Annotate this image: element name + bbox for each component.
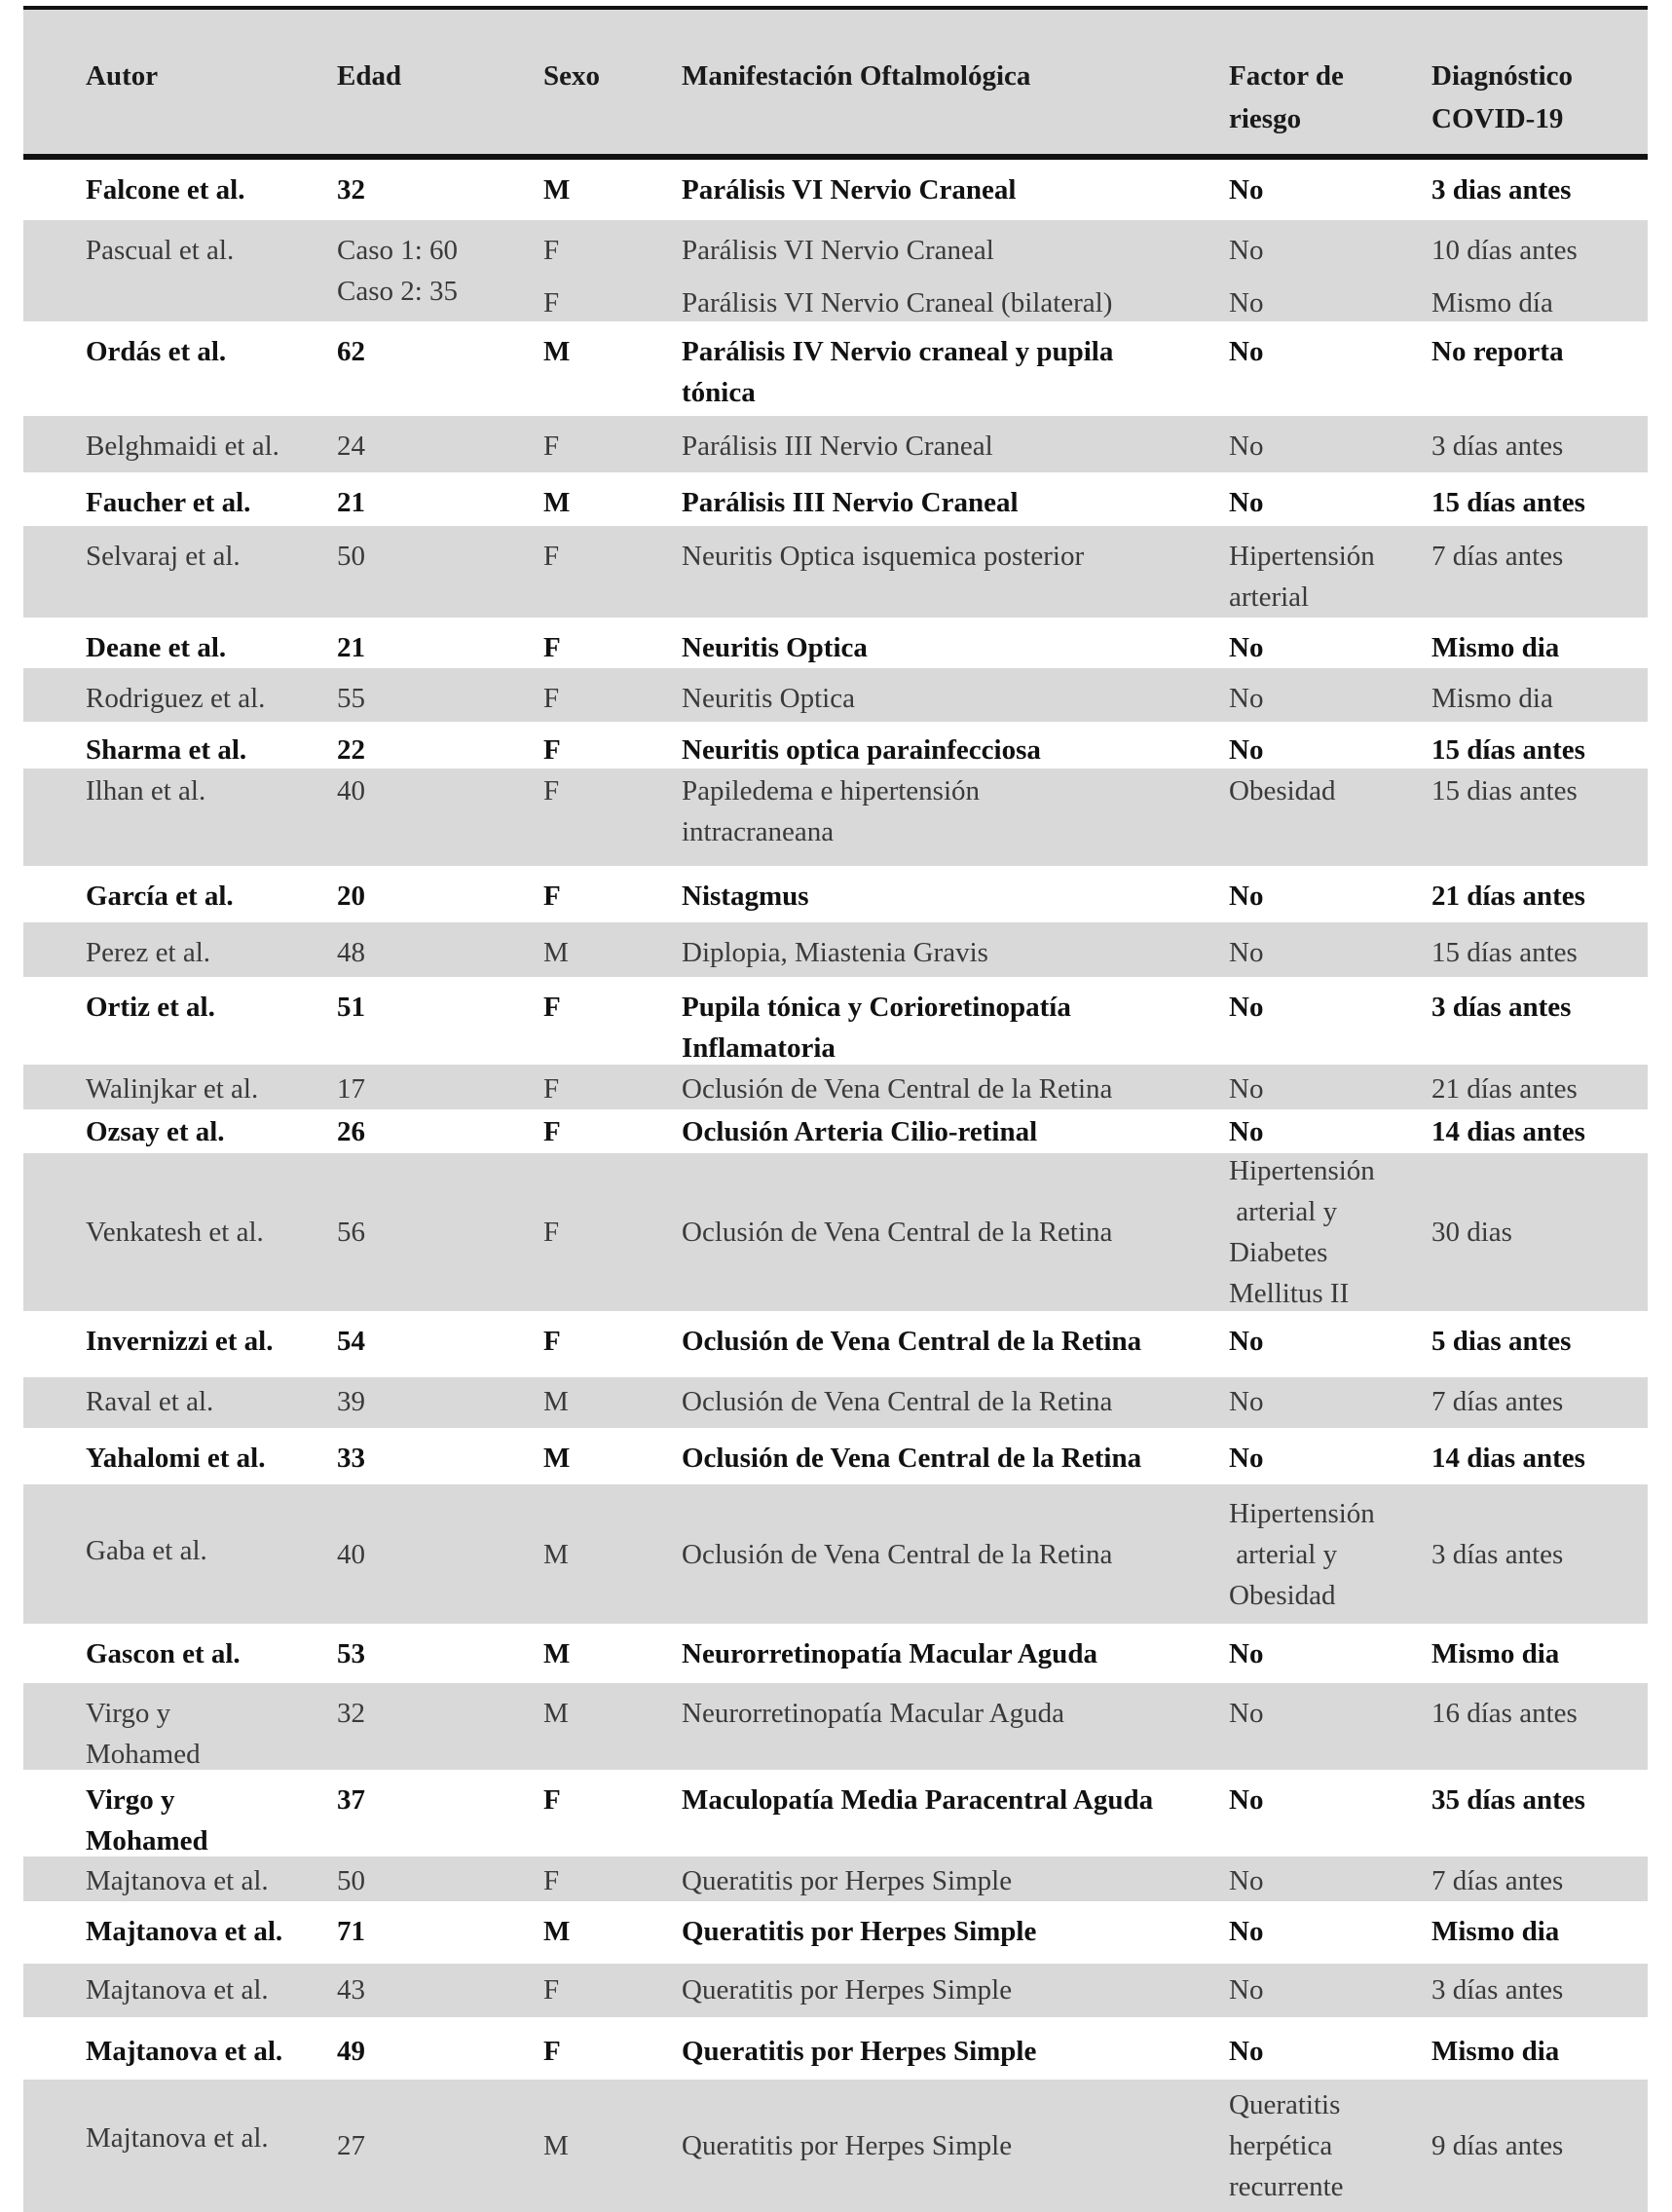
table-row (23, 1770, 1648, 1856)
cell-edad: 22 (337, 734, 365, 766)
table-row (23, 866, 1648, 922)
cell-diagnostico: Mismo dia (1431, 1638, 1560, 1669)
cell-sexo: F (543, 541, 560, 572)
table-row (23, 922, 1648, 977)
cell-diagnostico: 3 días antes (1431, 1538, 1564, 1570)
cell-factor: No (1229, 1638, 1264, 1669)
cell-diagnostico: 30 dias (1431, 1217, 1512, 1248)
cell-edad: 50 (337, 1865, 365, 1896)
cell-manifestacion: Diplopia, Miastenia Gravis (682, 937, 988, 968)
cell-edad: 26 (337, 1116, 365, 1147)
cell-factor: No No (1229, 235, 1264, 319)
cell-diagnostico: Mismo dia (1431, 1916, 1560, 1947)
cell-factor: No (1229, 2036, 1264, 2067)
cell-manifestacion: Queratitis por Herpes Simple (682, 1865, 1013, 1896)
cell-sexo: M (543, 174, 571, 206)
header-edad: Edad (337, 60, 402, 92)
cell-factor: No (1229, 1326, 1264, 1357)
cell-factor: No (1229, 683, 1264, 714)
cell-sexo: F (543, 1217, 560, 1248)
cell-autor: García et al. (86, 881, 234, 912)
cell-manifestacion: Oclusión de Vena Central de la Retina (682, 1443, 1142, 1474)
cell-diagnostico: Mismo dia (1431, 632, 1560, 663)
cell-autor: Deane et al. (86, 632, 227, 663)
table-row (23, 722, 1648, 769)
cell-edad: 24 (337, 431, 365, 462)
cell-sexo: M (543, 1538, 569, 1570)
cell-diagnostico: 7 días antes (1431, 1386, 1564, 1417)
cell-edad: 40 (337, 775, 365, 806)
cell-sexo: F (543, 431, 560, 462)
cell-sexo: M (543, 1698, 569, 1729)
cell-factor: No (1229, 431, 1264, 462)
cell-autor: Gaba et al. (86, 1534, 207, 1566)
cell-sexo: F (543, 992, 561, 1023)
cell-sexo: F (543, 881, 561, 912)
table-row (23, 1065, 1648, 1109)
header-sexo: Sexo (543, 60, 600, 92)
cell-manifestacion: Oclusión Arteria Cilio-retinal (682, 1116, 1038, 1147)
cell-manifestacion: Parálisis IV Nervio craneal y pupila tónica (682, 336, 1114, 408)
table-row (23, 1484, 1648, 1624)
cell-sexo: F (543, 734, 561, 766)
cell-edad: 54 (337, 1326, 365, 1357)
cell-factor: Obesidad (1229, 775, 1336, 806)
cell-edad: 49 (337, 2036, 365, 2067)
cell-autor: Belghmaidi et al. (86, 431, 279, 462)
table-row (23, 321, 1648, 416)
cell-autor: Sharma et al. (86, 734, 247, 766)
cell-diagnostico: 3 días antes (1431, 992, 1572, 1023)
cell-diagnostico: 21 días antes (1431, 1073, 1578, 1105)
cell-manifestacion: Parálisis III Nervio Craneal (682, 431, 993, 462)
cell-autor: Pascual et al. (86, 235, 235, 266)
cell-diagnostico: 10 días antes Mismo día (1431, 235, 1578, 319)
cell-autor: Rodriguez et al. (86, 683, 266, 714)
header-diagnostico: Diagnóstico COVID-19 (1431, 60, 1573, 134)
cell-diagnostico: 15 dias antes (1431, 775, 1578, 806)
cell-autor: Raval et al. (86, 1386, 214, 1417)
cell-manifestacion: Parálisis VI Nervio Craneal (682, 174, 1017, 206)
cell-sexo: F (543, 683, 560, 714)
cell-autor: Ordás et al. (86, 336, 227, 367)
cell-edad: 21 (337, 487, 365, 518)
cell-autor: Falcone et al. (86, 174, 245, 206)
cell-autor: Venkatesh et al. (86, 1217, 264, 1248)
cell-diagnostico: 3 días antes (1431, 431, 1564, 462)
cell-sexo: M (543, 336, 571, 367)
cell-edad: Caso 1: 60 Caso 2: 35 (337, 235, 459, 307)
cell-diagnostico: 14 dias antes (1431, 1443, 1585, 1474)
cell-autor: Selvaraj et al. (86, 541, 241, 572)
cell-sexo: F (543, 1326, 561, 1357)
cell-factor: No (1229, 174, 1264, 206)
cell-diagnostico: Mismo dia (1431, 2036, 1560, 2067)
cell-sexo: M (543, 1916, 571, 1947)
cell-diagnostico: 14 dias antes (1431, 1116, 1585, 1147)
cell-sexo: M (543, 1638, 571, 1669)
table-row (23, 1311, 1648, 1377)
cell-factor: No (1229, 1386, 1264, 1417)
cell-diagnostico: No reporta (1431, 336, 1564, 367)
cell-factor: No (1229, 1974, 1264, 2006)
cell-autor: Faucher et al. (86, 487, 251, 518)
cell-diagnostico: 16 días antes (1431, 1698, 1578, 1729)
cell-edad: 50 (337, 541, 365, 572)
cell-edad: 71 (337, 1916, 365, 1947)
cell-sexo: F (543, 1784, 561, 1816)
cell-sexo: F (543, 1073, 560, 1105)
cell-manifestacion: Oclusión de Vena Central de la Retina (682, 1217, 1113, 1248)
cell-sexo: M (543, 487, 571, 518)
cell-factor: No (1229, 632, 1264, 663)
cell-edad: 55 (337, 683, 365, 714)
cell-manifestacion: Pupila tónica y Corioretinopatía Inflamatoria (682, 992, 1071, 1064)
table-row (23, 769, 1648, 866)
cell-sexo: F (543, 775, 560, 806)
cell-edad: 43 (337, 1974, 365, 2006)
table-row (23, 526, 1648, 618)
cell-diagnostico: 7 días antes (1431, 541, 1564, 572)
header-autor: Autor (86, 60, 159, 92)
cell-diagnostico: 9 días antes (1431, 2130, 1564, 2161)
cell-manifestacion: Neuritis Optica (682, 632, 868, 663)
cell-manifestacion: Oclusión de Vena Central de la Retina (682, 1538, 1113, 1570)
header-factor: Factor de riesgo (1229, 60, 1344, 134)
cell-factor: No (1229, 1073, 1264, 1105)
table-row (23, 1683, 1648, 1770)
cell-edad: 20 (337, 881, 365, 912)
cell-factor: No (1229, 1916, 1264, 1947)
cell-factor: No (1229, 992, 1264, 1023)
cell-manifestacion: Oclusión de Vena Central de la Retina (682, 1073, 1113, 1105)
cell-manifestacion: Queratitis por Herpes Simple (682, 1916, 1037, 1947)
cell-manifestacion: Queratitis por Herpes Simple (682, 1974, 1013, 2006)
cell-edad: 33 (337, 1443, 365, 1474)
cell-autor: Yahalomi et al. (86, 1443, 266, 1474)
cell-manifestacion: Maculopatía Media Paracentral Aguda (682, 1784, 1154, 1816)
cell-autor: Virgo y Mohamed (86, 1784, 208, 1856)
table-row (23, 1964, 1648, 2017)
cell-factor: No (1229, 1443, 1264, 1474)
cell-edad: 32 (337, 174, 365, 206)
cell-factor: No (1229, 1784, 1264, 1816)
cell-autor: Ilhan et al. (86, 775, 206, 806)
table-row (23, 220, 1648, 321)
table-row (23, 1153, 1648, 1311)
cell-diagnostico: Mismo dia (1431, 683, 1553, 714)
cell-diagnostico: 3 días antes (1431, 1974, 1564, 2006)
cell-edad: 56 (337, 1217, 365, 1248)
cell-edad: 39 (337, 1386, 365, 1417)
cell-manifestacion: Oclusión de Vena Central de la Retina (682, 1326, 1142, 1357)
cell-edad: 53 (337, 1638, 365, 1669)
cell-edad: 32 (337, 1698, 365, 1729)
cell-manifestacion: Oclusión de Vena Central de la Retina (682, 1386, 1113, 1417)
cell-diagnostico: 21 días antes (1431, 881, 1585, 912)
cell-factor: No (1229, 336, 1264, 367)
cell-sexo: F (543, 2036, 561, 2067)
cell-sexo: F (543, 1865, 560, 1896)
table-row (23, 1624, 1648, 1683)
table-row (23, 1901, 1648, 1964)
table-row (23, 2017, 1648, 2080)
table-row (23, 668, 1648, 722)
cell-manifestacion: Parálisis VI Nervio Craneal Parálisis VI Nervio Craneal (bilateral) (682, 235, 1113, 319)
case-table (23, 6, 1648, 2212)
cell-edad: 62 (337, 336, 365, 367)
cell-manifestacion: Papiledema e hipertensión intracraneana (682, 775, 981, 847)
cell-sexo: M (543, 937, 569, 968)
cell-manifestacion: Neuritis Optica (682, 683, 855, 714)
cell-manifestacion: Queratitis por Herpes Simple (682, 2036, 1037, 2067)
cell-manifestacion: Queratitis por Herpes Simple (682, 2130, 1013, 2161)
cell-sexo: F F (543, 235, 560, 319)
cell-diagnostico: 7 días antes (1431, 1865, 1564, 1896)
cell-edad: 27 (337, 2130, 365, 2161)
cell-autor: Majtanova et al. (86, 1916, 283, 1947)
cell-edad: 37 (337, 1784, 365, 1816)
cell-manifestacion: Parálisis III Nervio Craneal (682, 487, 1019, 518)
table-row (23, 977, 1648, 1065)
cell-diagnostico: 35 días antes (1431, 1784, 1585, 1816)
cell-manifestacion: Neurorretinopatía Macular Aguda (682, 1698, 1064, 1729)
cell-factor: No (1229, 1865, 1264, 1896)
cell-diagnostico: 15 días antes (1431, 487, 1585, 518)
cell-diagnostico: 15 días antes (1431, 937, 1578, 968)
cell-sexo: M (543, 1386, 569, 1417)
cell-diagnostico: 3 dias antes (1431, 174, 1572, 206)
cell-factor: No (1229, 487, 1264, 518)
cell-factor: Hipertensión arterial y Diabetes Mellitus II (1229, 1155, 1375, 1309)
cell-edad: 51 (337, 992, 365, 1023)
cell-edad: 21 (337, 632, 365, 663)
cell-edad: 17 (337, 1073, 365, 1105)
cell-manifestacion: Neuritis Optica isquemica posterior (682, 541, 1085, 572)
cell-manifestacion: Neurorretinopatía Macular Aguda (682, 1638, 1097, 1669)
cell-sexo: M (543, 1443, 571, 1474)
cell-autor: Ozsay et al. (86, 1116, 225, 1147)
cell-autor: Majtanova et al. (86, 2036, 283, 2067)
cell-factor: No (1229, 881, 1264, 912)
cell-sexo: F (543, 632, 561, 663)
table-row (23, 1428, 1648, 1484)
table-row (23, 2080, 1648, 2212)
cell-factor: No (1229, 1116, 1264, 1147)
cell-autor: Majtanova et al. (86, 1974, 269, 2006)
cell-manifestacion: Neuritis optica parainfecciosa (682, 734, 1041, 766)
cell-manifestacion: Nistagmus (682, 881, 809, 912)
cell-edad: 40 (337, 1538, 365, 1570)
cell-factor: Hipertensión arterial (1229, 541, 1375, 613)
cell-autor: Invernizzi et al. (86, 1326, 274, 1357)
cell-autor: Walinjkar et al. (86, 1073, 259, 1105)
cell-sexo: F (543, 1974, 560, 2006)
table-header (23, 10, 1648, 154)
cell-factor: No (1229, 1698, 1264, 1729)
table-row (23, 1109, 1648, 1153)
table-row (23, 618, 1648, 668)
cell-sexo: M (543, 2130, 569, 2161)
cell-factor: Queratitis herpética recurrente (1229, 2089, 1344, 2202)
cell-factor: No (1229, 937, 1264, 968)
cell-diagnostico: 5 dias antes (1431, 1326, 1572, 1357)
cell-edad: 48 (337, 937, 365, 968)
cell-autor: Ortiz et al. (86, 992, 215, 1023)
cell-diagnostico: 15 días antes (1431, 734, 1585, 766)
table-row (23, 160, 1648, 220)
cell-factor: Hipertensión arterial y Obesidad (1229, 1497, 1375, 1611)
cell-autor: Majtanova et al. (86, 2122, 269, 2154)
cell-autor: Perez et al. (86, 937, 211, 968)
cell-sexo: F (543, 1116, 561, 1147)
table-row (23, 1856, 1648, 1901)
cell-autor: Gascon et al. (86, 1638, 241, 1669)
cell-factor: No (1229, 734, 1264, 766)
cell-autor: Virgo y Mohamed (86, 1698, 201, 1770)
table-row (23, 1377, 1648, 1428)
header-manifestacion: Manifestación Oftalmológica (682, 60, 1031, 92)
table-row (23, 472, 1648, 526)
table-row (23, 416, 1648, 472)
cell-autor: Majtanova et al. (86, 1865, 269, 1896)
